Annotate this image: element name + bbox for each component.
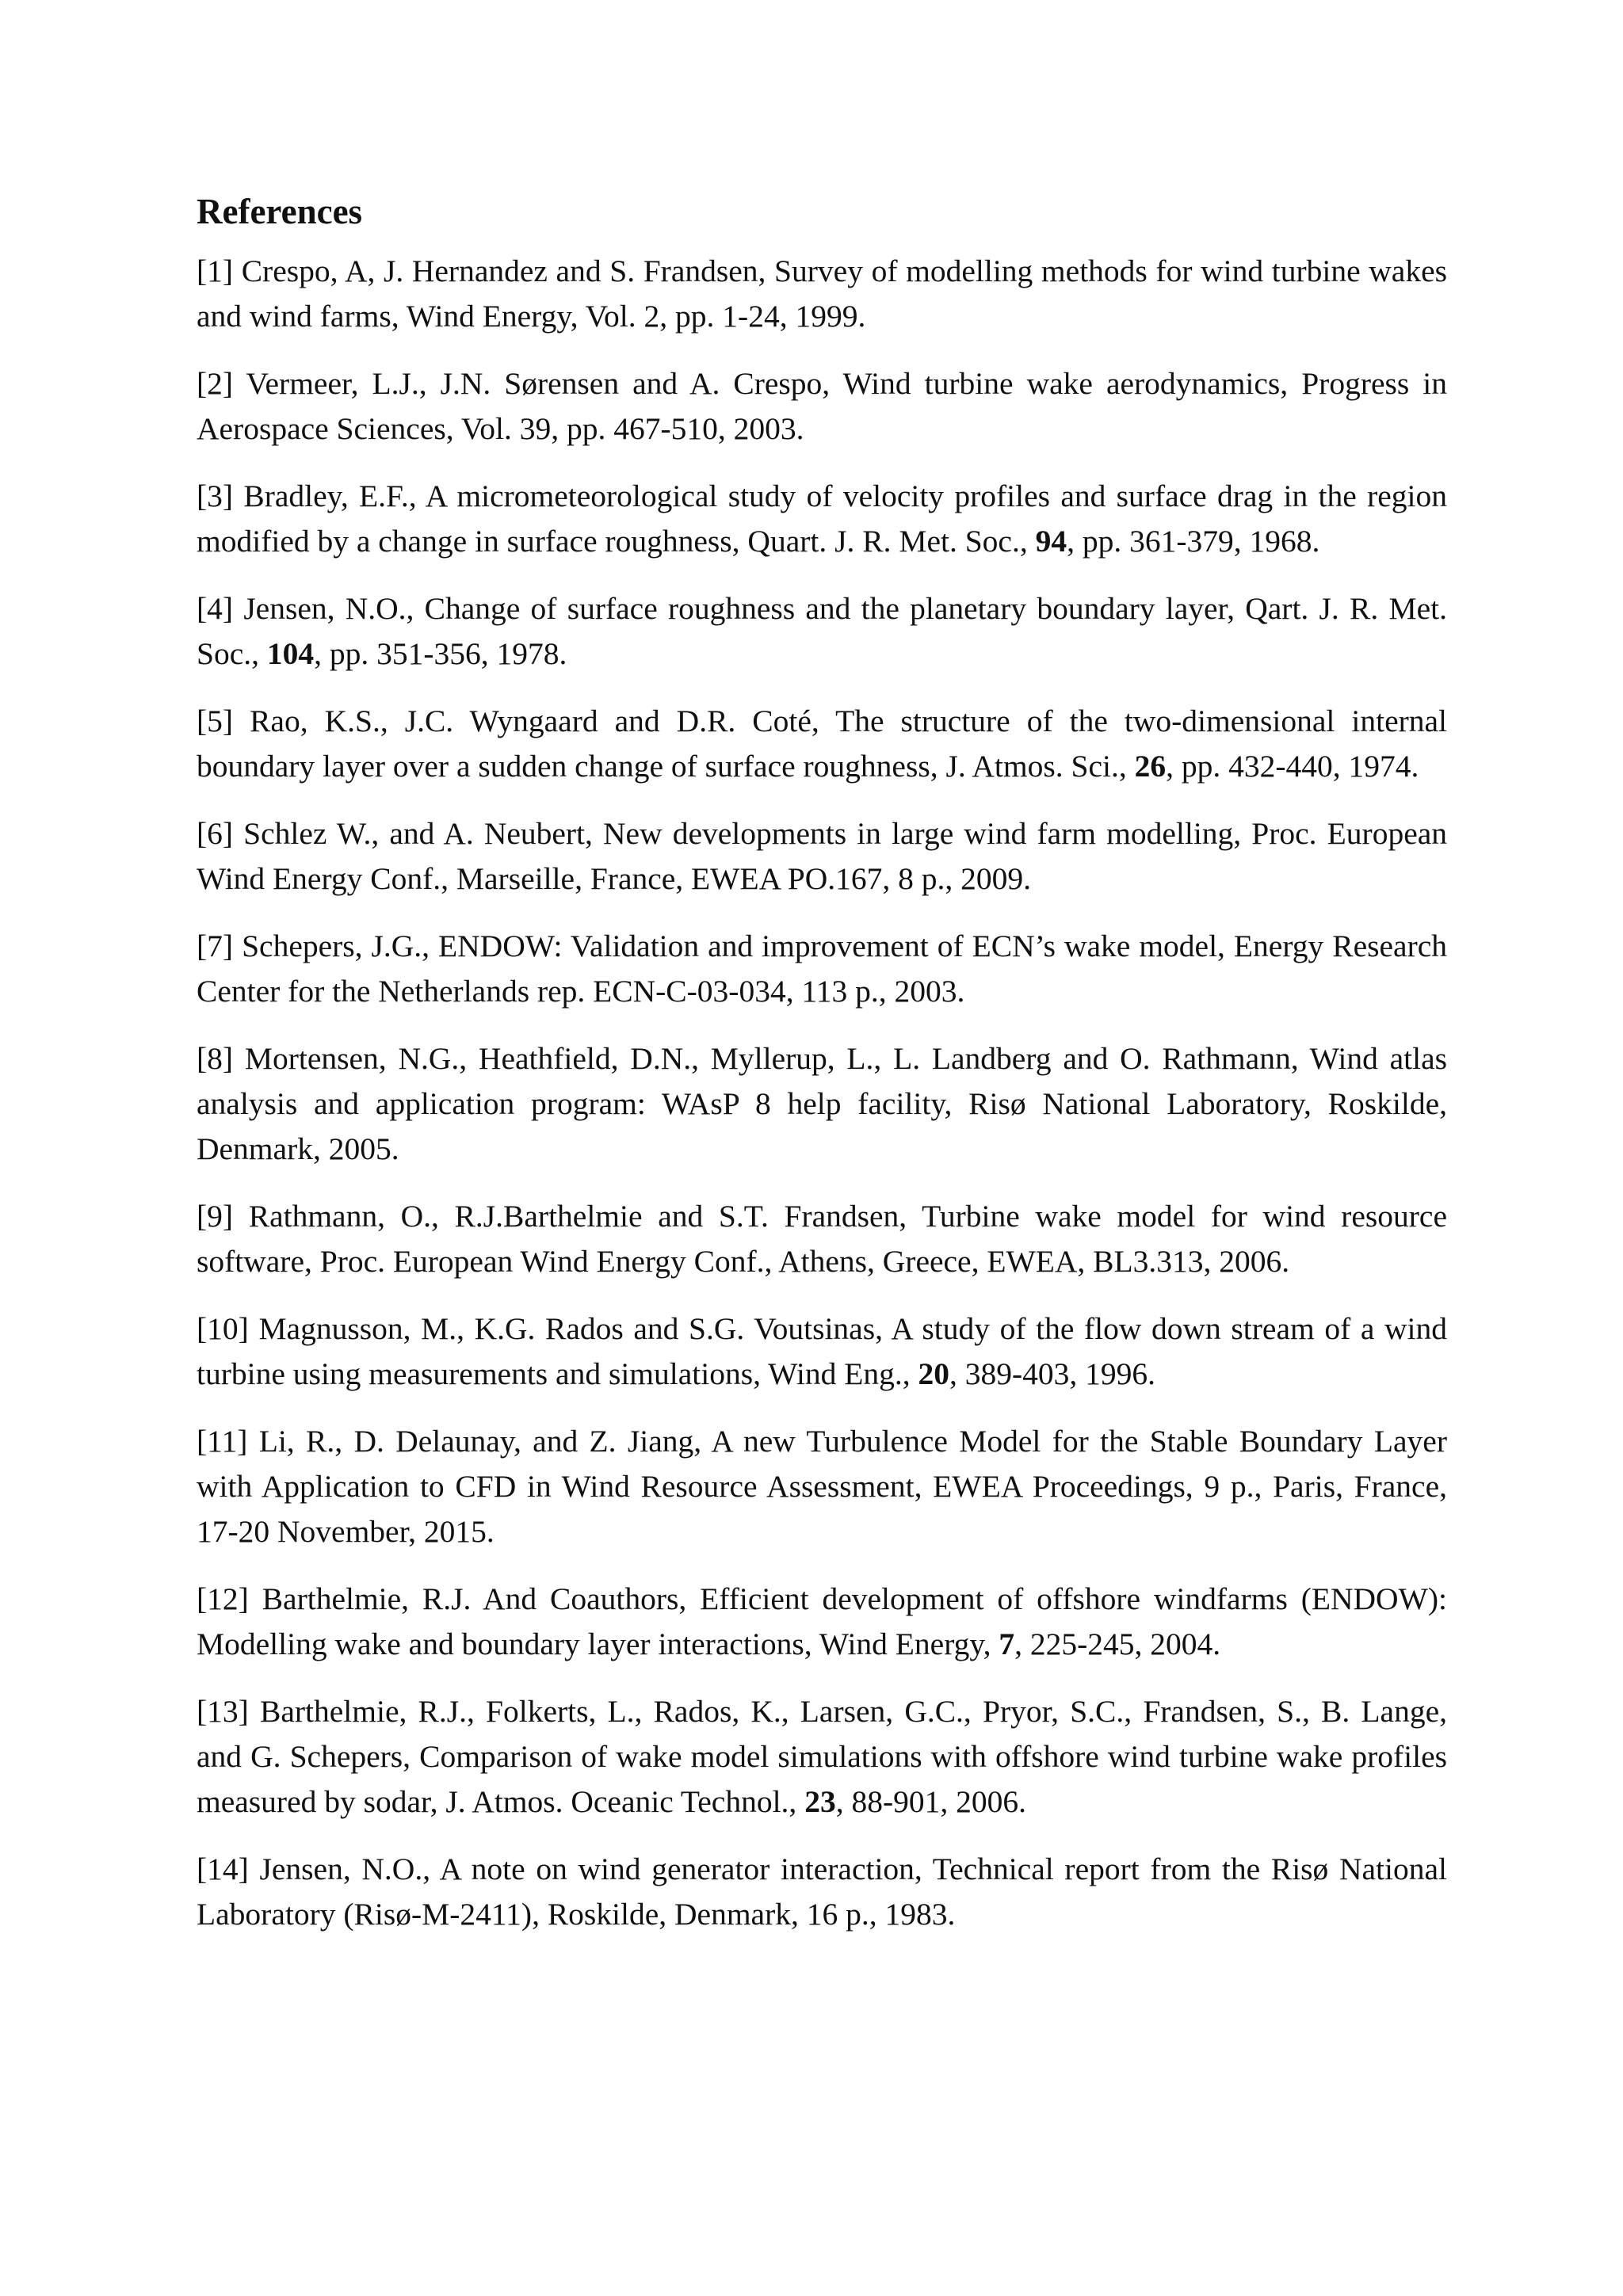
reference-item: [197, 361, 1447, 452]
reference-text-tail: , pp. 351-356, 1978.: [314, 636, 567, 671]
reference-text: Crespo, A, J. Hernandez and S. Frandsen, Survey of modelling methods for wind turbine wakes and wind farms, Wind Energy, Vol. 2, pp. 1-24, 1999.: [197, 254, 1447, 334]
reference-item: [197, 1689, 1447, 1825]
reference-item: [197, 1194, 1447, 1284]
reference-text-tail: , 389-403, 1996.: [949, 1356, 1155, 1391]
reference-text-tail: , pp. 432-440, 1974.: [1166, 749, 1419, 784]
reference-volume: 94: [1035, 524, 1067, 559]
reference-item: [197, 1036, 1447, 1172]
reference-item: [197, 699, 1447, 789]
reference-text-tail: , 88-901, 2006.: [835, 1784, 1026, 1819]
reference-volume: 20: [918, 1356, 949, 1391]
reference-number: [2]: [197, 366, 234, 401]
reference-number: [12]: [197, 1581, 249, 1616]
reference-item: [197, 811, 1447, 902]
reference-number: [3]: [197, 479, 234, 513]
reference-volume: 7: [999, 1627, 1015, 1661]
reference-number: [7]: [197, 929, 234, 963]
reference-number: [5]: [197, 704, 234, 738]
reference-text: Barthelmie, R.J., Folkerts, L., Rados, K., Larsen, G.C., Pryor, S.C., Frandsen, S., B. Lange, and G. Schepers, Comparison of wake model simulations with offshore wind turbine wake profiles measured by sodar, J. Atmos. Oceanic Technol.,: [197, 1694, 1447, 1819]
reference-number: [9]: [197, 1199, 234, 1234]
reference-number: [13]: [197, 1694, 249, 1729]
reference-text: Schepers, J.G., ENDOW: Validation and improvement of ECN’s wake model, Energy Research Center for the Netherlands rep. ECN-C-03-034, 113 p., 2003.: [197, 929, 1448, 1009]
reference-volume: 104: [266, 636, 315, 671]
reference-number: [1]: [197, 254, 234, 288]
reference-text: Li, R., D. Delaunay, and Z. Jiang, A new Turbulence Model for the Stable Boundary Layer with Application to CFD in Wind Resource Assessment, EWEA Proceedings, 9 p., Paris, France, 17-20 November, 2015.: [197, 1424, 1447, 1549]
reference-text: Rathmann, O., R.J.Barthelmie and S.T. Frandsen, Turbine wake model for wind resource software, Proc. European Wind Energy Conf., Athens, Greece, EWEA, BL3.313, 2006.: [197, 1199, 1447, 1279]
reference-text: Magnusson, M., K.G. Rados and S.G. Voutsinas, A study of the flow down stream of a wind turbine using measurements and simulations, Wind Eng.,: [197, 1311, 1447, 1391]
reference-text-tail: , 225-245, 2004.: [1014, 1627, 1221, 1661]
reference-text: Jensen, N.O., A note on wind generator interaction, Technical report from the Risø National Laboratory (Risø-M-2411), Roskilde, Denmark, 16 p., 1983.: [197, 1852, 1447, 1932]
reference-text: Jensen, N.O., Change of surface roughness and the planetary boundary layer, Qart. J. R. Met. Soc.,: [197, 591, 1447, 671]
reference-item: [197, 1419, 1447, 1554]
reference-volume: 23: [804, 1784, 836, 1819]
reference-text: Bradley, E.F., A micrometeorological study of velocity profiles and surface drag in the region modified by a change in surface roughness, Quart. J. R. Met. Soc.,: [197, 479, 1447, 559]
reference-item: [197, 474, 1447, 564]
reference-item: [197, 586, 1447, 677]
reference-list: [197, 249, 1447, 1937]
reference-item: [197, 1306, 1447, 1397]
reference-text: Rao, K.S., J.C. Wyngaard and D.R. Coté, The structure of the two-dimensional internal boundary layer over a sudden change of surface roughness, J. Atmos. Sci.,: [197, 704, 1448, 784]
reference-text: Barthelmie, R.J. And Coauthors, Efficient development of offshore windfarms (ENDOW): Modelling wake and boundary layer interactions, Wind Energy,: [197, 1581, 1447, 1661]
reference-item: [197, 249, 1447, 339]
document-page: [197, 190, 1447, 1959]
reference-item: [197, 924, 1447, 1014]
reference-number: [8]: [197, 1041, 234, 1076]
reference-number: [10]: [197, 1311, 249, 1346]
reference-number: [4]: [197, 591, 234, 626]
reference-text: Vermeer, L.J., J.N. Sørensen and A. Crespo, Wind turbine wake aerodynamics, Progress in Aerospace Sciences, Vol. 39, pp. 467-510, 2003.: [197, 366, 1447, 446]
reference-text: Schlez W., and A. Neubert, New developments in large wind farm modelling, Proc. European Wind Energy Conf., Marseille, France, EWEA PO.167, 8 p., 2009.: [197, 816, 1448, 896]
reference-number: [11]: [197, 1424, 248, 1459]
reference-number: [14]: [197, 1852, 249, 1886]
reference-text-tail: , pp. 361-379, 1968.: [1067, 524, 1320, 559]
reference-text: Mortensen, N.G., Heathfield, D.N., Myllerup, L., L. Landberg and O. Rathmann, Wind atlas analysis and application program: WAsP 8 help facility, Risø National Laboratory, Roskilde, Denmark, 2005.: [197, 1041, 1447, 1166]
reference-number: [6]: [197, 816, 234, 851]
references-heading: References: [197, 192, 363, 231]
reference-volume: 26: [1134, 749, 1167, 784]
reference-item: [197, 1577, 1447, 1667]
reference-item: [197, 1847, 1447, 1937]
